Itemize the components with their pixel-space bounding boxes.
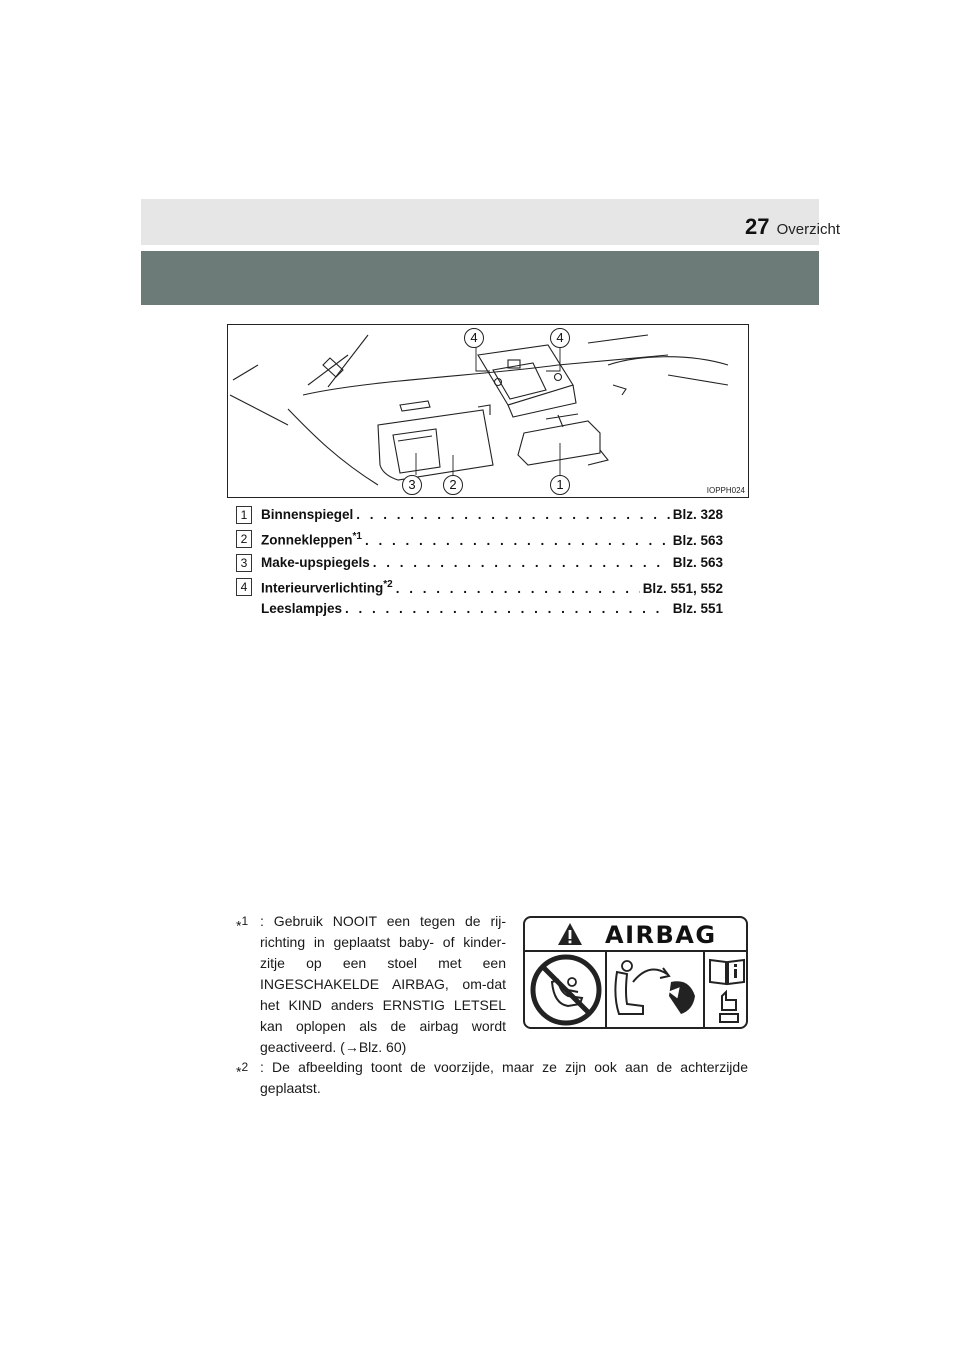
footnote-text: : Gebruik NOOIT een tegen de rij-richting in geplaatst baby- of kinder-zitje op een stoel met een INGESCHAKELDE AIRBAG, om-dat het KIND anders ERNSTIG LETSEL kan oplopen als de airbag wordt geactiveerd. (→Blz. 60): [260, 913, 506, 1055]
legend-item: [236, 503, 723, 527]
divider: [605, 950, 607, 1027]
leader-dots: [356, 507, 669, 522]
leader-dots: [345, 601, 670, 616]
legend-label: Interieurverlichting: [261, 580, 384, 596]
airbag-deploy-icon: [609, 952, 701, 1028]
legend-number: 2: [236, 530, 252, 548]
legend-list: [236, 503, 723, 621]
read-manual-icon: [706, 952, 748, 1028]
legend-item: [236, 551, 723, 575]
illustration-code: IOPPH024: [706, 486, 745, 495]
callout-4-left: 4: [464, 328, 484, 348]
page-reference: Blz. 563: [672, 555, 723, 570]
page-number: 27: [745, 214, 770, 239]
page-reference: Blz. 551, 552: [642, 580, 723, 596]
airbag-label-body: [525, 950, 746, 1027]
legend-item: [236, 575, 723, 621]
callout-2: 2: [443, 475, 463, 495]
airbag-title: AIRBAG: [605, 921, 717, 949]
footnote-text: : De afbeelding toont de voorzijde, maar ze zijn ook aan de achterzijde geplaatst.: [260, 1059, 748, 1096]
footnote-ref: *1: [352, 531, 362, 542]
callout-3: 3: [402, 475, 422, 495]
callout-1: 1: [550, 475, 570, 495]
footnote-ref: *2: [383, 579, 393, 590]
legend-label: Make-upspiegels: [261, 555, 370, 570]
no-rear-facing-seat-icon: [528, 952, 604, 1028]
overhead-interior-drawing: [228, 325, 748, 497]
footnote-number: 1: [241, 914, 249, 928]
airbag-warning-label: [523, 916, 748, 1029]
legend-number: 4: [236, 578, 252, 596]
footnote-2: [236, 1057, 748, 1099]
footnote-1: [236, 911, 506, 1058]
divider: [703, 950, 705, 1027]
airbag-label-header: [525, 918, 746, 952]
leader-dots: [373, 555, 670, 570]
interior-illustration: [227, 324, 749, 498]
footnote-mark: *: [236, 1063, 242, 1080]
leader-dots: [365, 533, 670, 548]
footnote-number: 2: [241, 1060, 249, 1074]
legend-label: Zonnekleppen: [261, 532, 353, 548]
section-title: Overzicht: [776, 221, 840, 238]
header-bar: [141, 199, 819, 245]
page-reference: Blz. 551: [672, 601, 723, 616]
callout-4-right: 4: [550, 328, 570, 348]
legend-item: [236, 527, 723, 551]
legend-number: 3: [236, 554, 252, 572]
leader-dots: [396, 581, 640, 596]
section-banner: [141, 251, 819, 305]
warning-triangle-icon: [557, 922, 583, 946]
page-reference: Blz. 328: [672, 507, 723, 522]
footnote-mark: *: [236, 917, 242, 934]
legend-number: 1: [236, 506, 252, 524]
legend-label: Leeslampjes: [261, 601, 343, 616]
page-reference: Blz. 563: [672, 532, 723, 548]
legend-label: Binnenspiegel: [261, 507, 354, 522]
